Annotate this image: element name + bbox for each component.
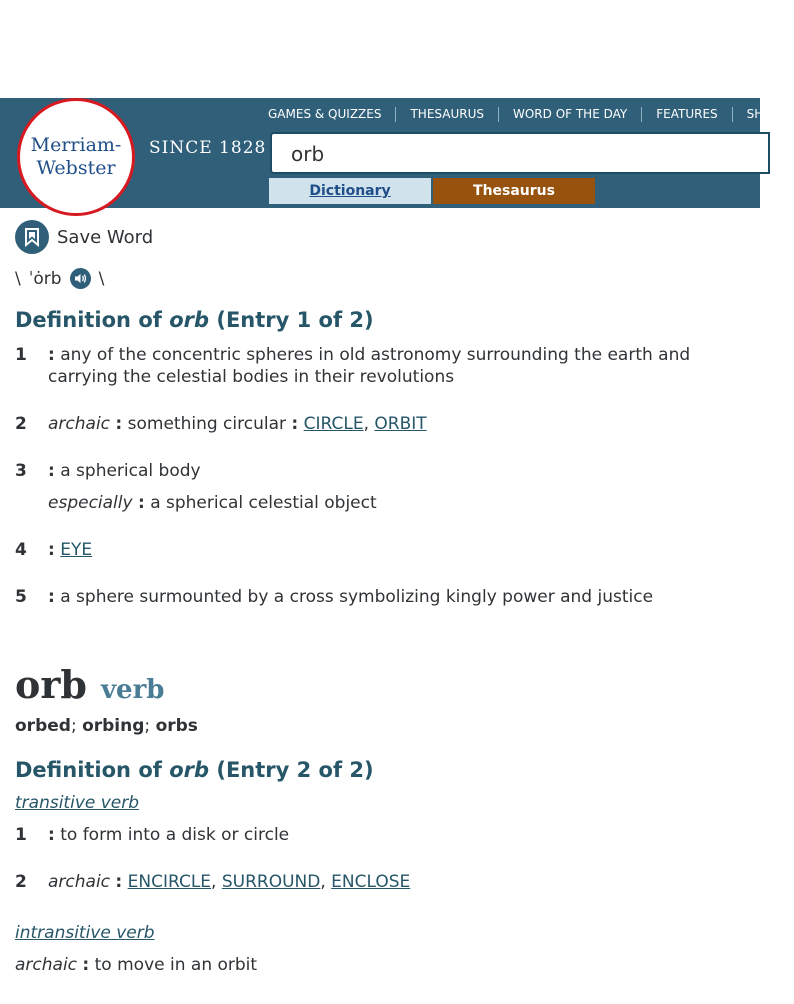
xref-eye-link[interactable]: EYE [60, 540, 93, 560]
sense-colon-2: : [291, 414, 299, 434]
sense-number: 4 [15, 540, 27, 560]
intransitive-sense [15, 954, 735, 976]
save-word-label: Save Word [57, 226, 154, 248]
sense-text: something circular [127, 414, 286, 434]
subsense-text: a spherical celestial object [150, 493, 377, 513]
pron-open: \ [15, 268, 21, 289]
search-box [270, 132, 770, 174]
logo-text-line2: Webster [36, 157, 116, 179]
pronunciation [15, 268, 104, 289]
definition-heading-entry-1 [15, 308, 374, 332]
inflection: orbs [155, 716, 198, 736]
sense-number: 2 [15, 872, 27, 892]
xref-circle-link[interactable]: CIRCLE [303, 414, 364, 434]
verb-sense-2 [15, 871, 735, 893]
sense-number: 2 [15, 414, 27, 434]
sense-text: a sphere surmounted by a cross symbolizing kingly power and justice [60, 587, 654, 607]
inflection-separator: ; [70, 716, 77, 736]
sense-2 [15, 413, 735, 435]
nav-thesaurus[interactable]: THESAURUS [395, 107, 498, 122]
subsense [48, 492, 735, 514]
inflection-separator: ; [144, 716, 151, 736]
heading-prefix: Definition of [15, 308, 162, 332]
heading-headword: orb [169, 308, 210, 332]
sense-text: any of the concentric spheres in old astronomy surrounding the earth and carrying the celestial bodies in their revolutions [48, 345, 691, 387]
xref-surround-link[interactable]: SURROUND [221, 872, 321, 892]
verb-sense-1 [15, 824, 735, 846]
heading-suffix: (Entry 2 of 2) [216, 758, 374, 782]
search-input[interactable] [291, 142, 751, 166]
functional-label[interactable]: verb [100, 675, 165, 705]
sense-text: to form into a disk or circle [60, 825, 290, 845]
sense-colon: : [48, 540, 55, 560]
nav-games-quizzes[interactable]: GAMES & QUIZZES [268, 107, 382, 121]
pron-text: ˈȯrb [28, 268, 62, 289]
definition-heading-entry-2 [15, 758, 374, 782]
logo-inner [25, 106, 127, 208]
sense-label: archaic [48, 872, 111, 892]
sense-text: a spherical body [60, 461, 201, 481]
nav-word-of-the-day[interactable]: WORD OF THE DAY [498, 107, 641, 122]
sense-label: archaic [48, 414, 111, 434]
sense-1 [15, 344, 735, 388]
merriam-webster-logo[interactable] [17, 98, 135, 216]
intransitive-verb-link[interactable]: intransitive verb [15, 923, 155, 943]
site-header [0, 98, 780, 208]
xref-separator: , [363, 414, 369, 434]
nav-shop[interactable]: SHOP [732, 107, 794, 122]
sense-number: 5 [15, 587, 27, 607]
sense-5 [15, 586, 735, 608]
since-1828: SINCE 1828 [149, 138, 267, 158]
ad-space [0, 0, 760, 98]
sense-3 [15, 460, 735, 514]
heading-suffix: (Entry 1 of 2) [216, 308, 374, 332]
sense-colon: : [82, 955, 90, 975]
sense-colon: : [48, 587, 55, 607]
sense-colon: : [48, 825, 55, 845]
nav-features[interactable]: FEATURES [641, 107, 731, 122]
sense-number: 1 [15, 825, 27, 845]
xref-separator: , [211, 872, 217, 892]
bookmark-icon[interactable] [15, 220, 49, 254]
inflections [15, 716, 198, 736]
logo-text-line1: Merriam- [30, 134, 122, 156]
save-word[interactable] [15, 220, 153, 254]
sense-label: archaic [15, 955, 78, 975]
xref-encircle-link[interactable]: ENCIRCLE [127, 872, 212, 892]
pron-close: \ [98, 268, 105, 289]
inflection: orbing [82, 716, 145, 736]
tab-dictionary[interactable]: Dictionary [269, 178, 431, 204]
entry-2-headword-row [15, 662, 164, 707]
sense-colon: : [48, 345, 55, 365]
sense-colon: : [115, 872, 123, 892]
sense-colon: : [48, 461, 55, 481]
headword: orb [15, 662, 87, 707]
sense-4 [15, 539, 735, 561]
sense-number: 1 [15, 345, 27, 365]
tab-thesaurus[interactable]: Thesaurus [433, 178, 595, 204]
heading-headword: orb [169, 758, 210, 782]
subsense-label: especially [48, 493, 133, 513]
inflection: orbed [15, 716, 71, 736]
transitive-verb-link[interactable]: transitive verb [15, 793, 140, 813]
xref-separator: , [320, 872, 326, 892]
speaker-icon[interactable] [70, 268, 91, 289]
xref-orbit-link[interactable]: ORBIT [374, 414, 427, 434]
sense-text: to move in an orbit [94, 955, 258, 975]
subsense-colon: : [137, 493, 145, 513]
top-nav [268, 107, 794, 122]
sense-colon: : [115, 414, 123, 434]
xref-enclose-link[interactable]: ENCLOSE [331, 872, 411, 892]
heading-prefix: Definition of [15, 758, 162, 782]
sense-number: 3 [15, 461, 27, 481]
